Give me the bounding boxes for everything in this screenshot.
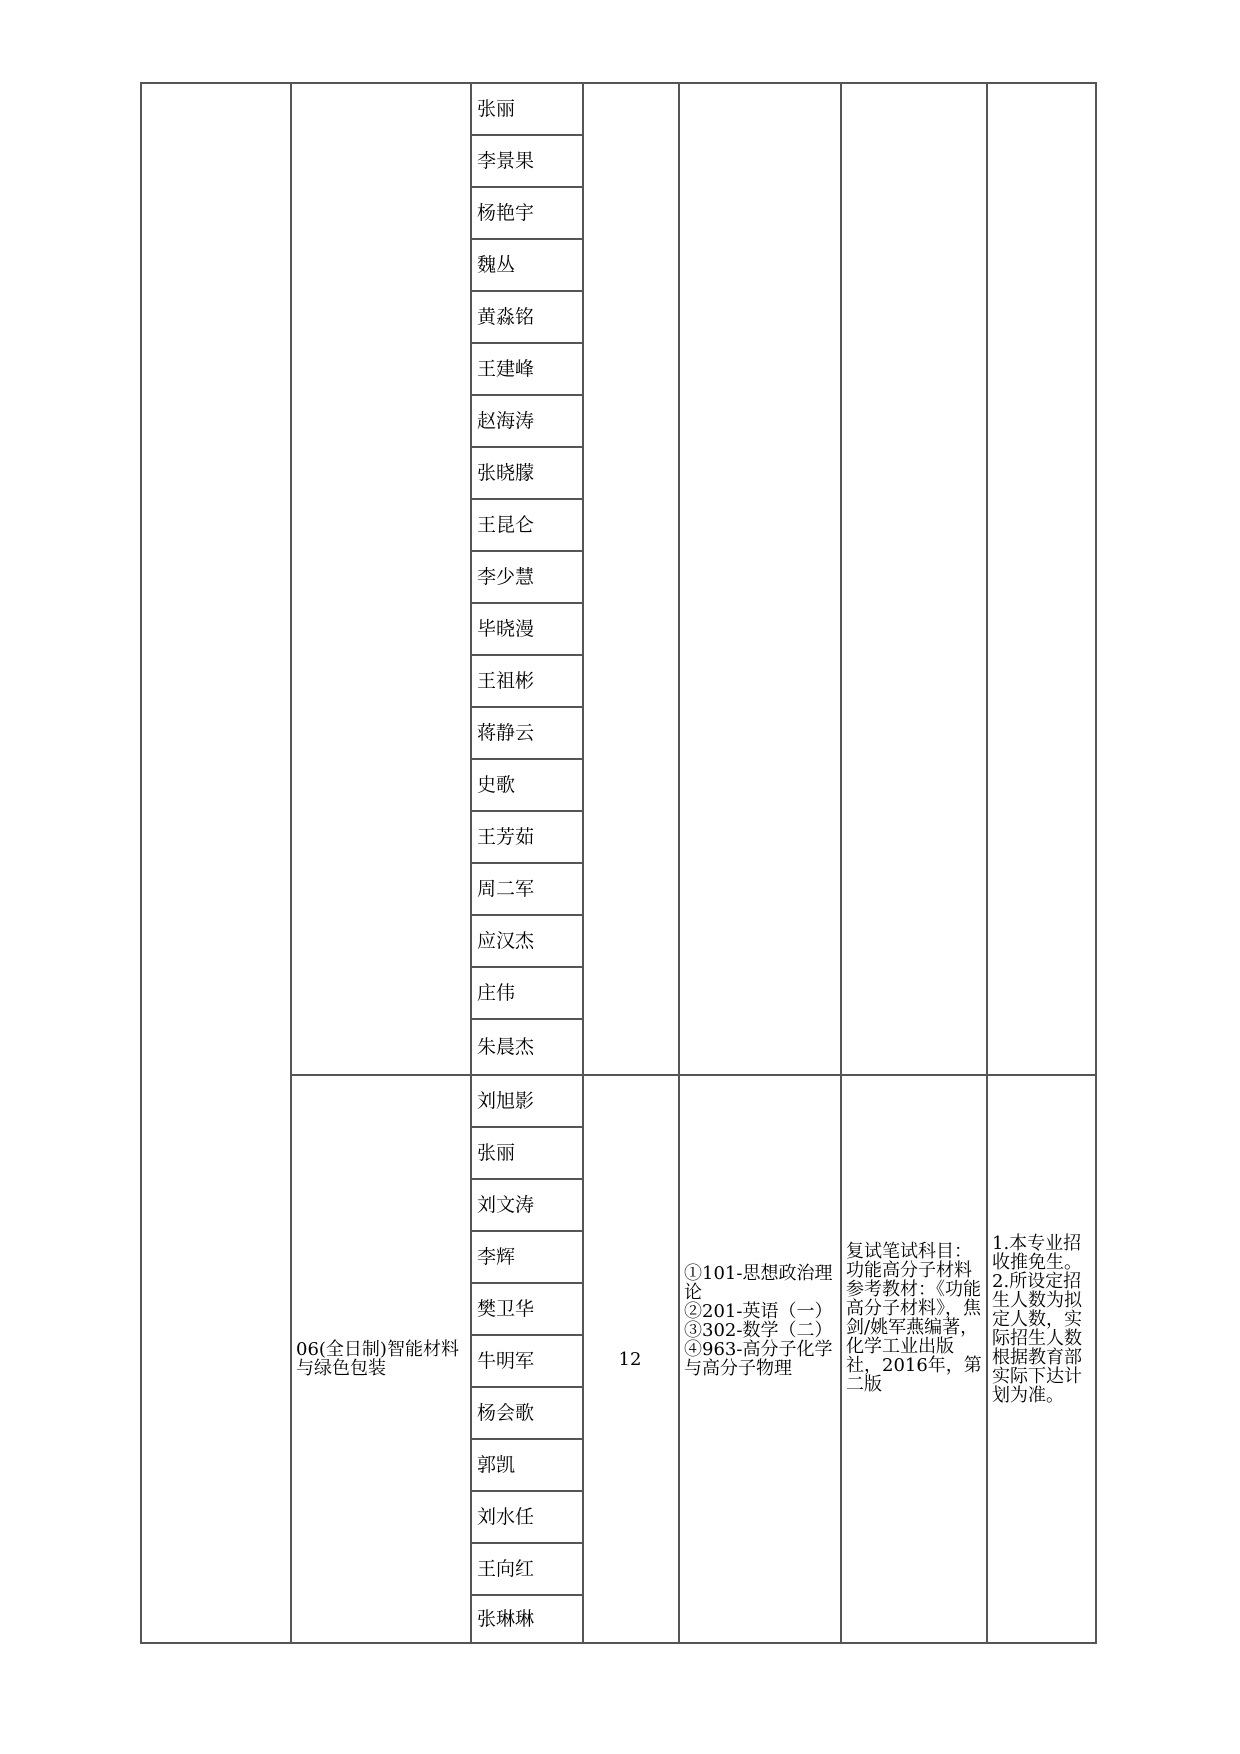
column-divider (678, 84, 680, 1642)
column-divider (290, 84, 292, 1642)
advisor-name: 郭凯 (472, 1440, 582, 1492)
advisor-name: 王建峰 (472, 344, 582, 396)
advisor-name: 张丽 (472, 84, 582, 136)
advisor-name: 王昆仑 (472, 500, 582, 552)
advisor-name: 赵海涛 (472, 396, 582, 448)
advisor-name: 周二军 (472, 864, 582, 916)
column-divider (840, 84, 842, 1642)
advisor-name: 朱晨杰 (477, 1036, 535, 1058)
advisor-column (472, 84, 582, 1642)
enrollment-count: 12 (618, 1349, 642, 1370)
advisor-name: 张丽 (472, 1128, 582, 1180)
advisor-name: 王祖彬 (472, 656, 582, 708)
advisor-name: 刘旭影 (472, 1076, 582, 1128)
advisor-name: 史歌 (472, 760, 582, 812)
advisor-name: 樊卫华 (472, 1284, 582, 1336)
column-divider (582, 84, 584, 1642)
section-divider (290, 1074, 1095, 1076)
advisor-name: 应汉杰 (472, 916, 582, 968)
advisor-name: 牛明军 (472, 1336, 582, 1388)
advisor-name: 李少慧 (472, 552, 582, 604)
exam-subjects: ①101-思想政治理论 ②201-英语（一） ③302-数学（二） ④963-高分子化学与高分子物理 (684, 1263, 833, 1379)
advisor-name: 庄伟 (472, 968, 582, 1020)
advisor-name: 张琳琳 (477, 1608, 535, 1630)
advisor-name: 张晓朦 (472, 448, 582, 500)
advisor-name: 毕晓漫 (472, 604, 582, 656)
advisor-name: 杨会歌 (472, 1388, 582, 1440)
retest-subjects: 复试笔试科目：功能高分子材料 参考教材：《功能高分子材料》，焦剑/姚军燕编著，化学工业出版社，2016年，第二版 (846, 1241, 982, 1395)
advisor-name: 魏丛 (472, 240, 582, 292)
advisor-name: 黄淼铭 (472, 292, 582, 344)
advisor-name: 王向红 (472, 1544, 582, 1596)
advisor-name: 刘水任 (472, 1492, 582, 1544)
research-direction: 06(全日制)智能材料与绿色包装 (296, 1339, 459, 1379)
advisor-name: 王芳茹 (472, 812, 582, 864)
advisor-name: 李景果 (472, 136, 582, 188)
advisor-name: 刘文涛 (472, 1180, 582, 1232)
advisor-name: 李辉 (472, 1232, 582, 1284)
notes: 1.本专业招收推免生。 2.所设定招生人数为拟定人数，实际招生人数根据教育部实际下达计划为准。 (992, 1233, 1082, 1406)
column-divider (986, 84, 988, 1642)
advisor-name: 蒋静云 (472, 708, 582, 760)
advisor-name: 杨艳宇 (472, 188, 582, 240)
enrollment-table (140, 82, 1097, 1644)
